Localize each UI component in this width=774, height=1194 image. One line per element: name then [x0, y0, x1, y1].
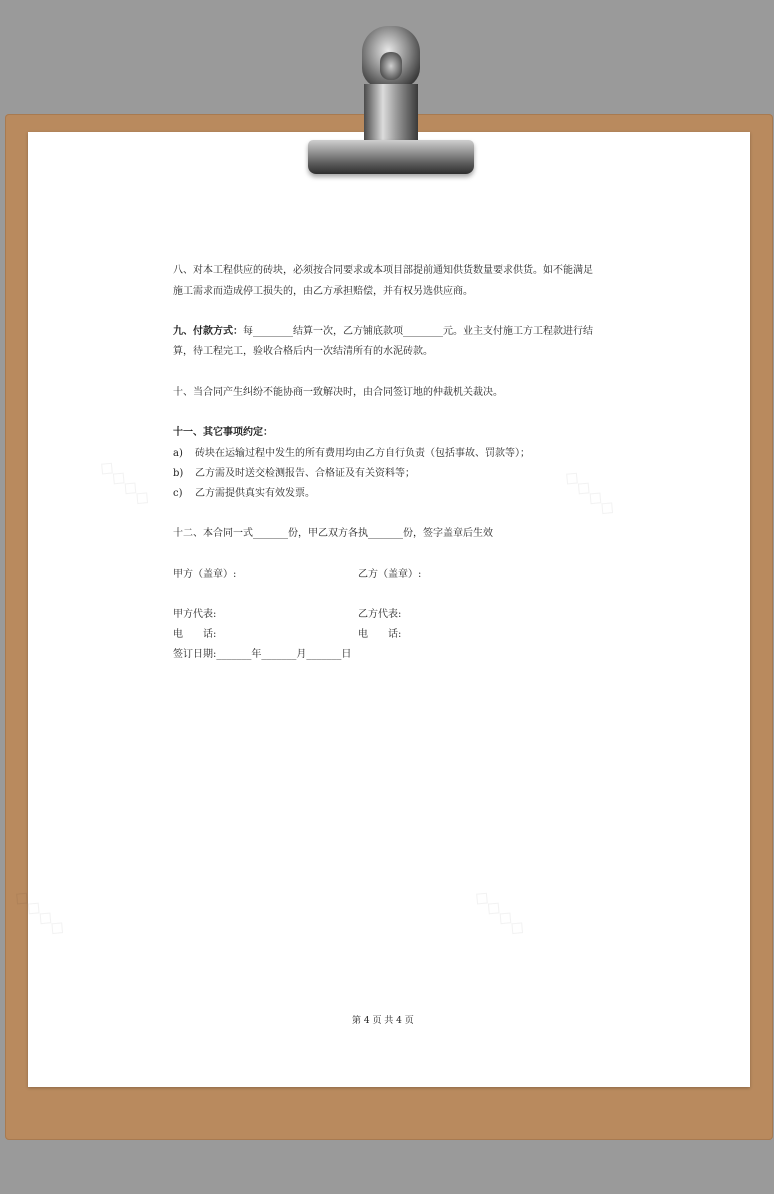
list-item-marker-a: a) — [173, 448, 183, 459]
section-9-heading: 九、付款方式： — [173, 326, 243, 337]
party-b-representative: 乙方代表: — [358, 609, 402, 620]
list-item-c: 乙方需提供真实有效发票。 — [195, 488, 315, 499]
section-10: 十、当合同产生纠纷不能协商一致解决时，由合同签订地的仲裁机关裁决。 — [173, 387, 503, 398]
section-9-line1 — [173, 325, 593, 339]
list-item-marker-b: b) — [173, 468, 184, 479]
signing-date: 签订日期:_______年_______月_______日 — [173, 649, 352, 660]
party-a-phone: 电 话: — [173, 629, 217, 640]
section-8-line2: 施工需求而造成停工损失的，由乙方承担赔偿，并有权另选供应商。 — [173, 286, 473, 297]
section-9-line1-rest: 每________结算一次，乙方铺底款项________元。业主支付施工方工程款进行结 — [243, 326, 593, 337]
watermark-mark: ◇◇◇◇ — [9, 883, 73, 941]
list-item-b: 乙方需及时送交检测报告、合格证及有关资料等； — [195, 468, 415, 479]
watermark-mark: ◇◇◇◇ — [469, 883, 533, 941]
section-11-heading: 十一、其它事项约定： — [173, 427, 273, 438]
party-a-seal: 甲方（盖章）: — [173, 569, 237, 580]
section-9-line2: 算，待工程完工，验收合格后内一次结清所有的水泥砖款。 — [173, 346, 433, 357]
binder-clip-plate — [308, 140, 474, 174]
section-12: 十二、本合同一式_______份，甲乙双方各执_______份，签字盖章后生效 — [173, 528, 493, 539]
page-footer: 第 4 页 共 4 页 — [352, 1016, 414, 1026]
binder-clip-neck — [364, 84, 418, 142]
party-b-seal: 乙方（盖章）: — [358, 569, 422, 580]
watermark-mark: ◇◇◇◇ — [559, 463, 623, 521]
list-item-marker-c: c) — [173, 488, 183, 499]
list-item-a: 砖块在运输过程中发生的所有费用均由乙方自行负责（包括事故、罚款等）； — [195, 448, 530, 459]
section-8-line1: 八、对本工程供应的砖块，必须按合同要求或本项目部提前通知供货数量要求供货。如不能满足 — [173, 265, 593, 276]
watermark-mark: ◇◇◇◇ — [94, 453, 158, 511]
party-a-representative: 甲方代表: — [173, 609, 217, 620]
party-b-phone: 电 话: — [358, 629, 402, 640]
binder-clip-hole — [380, 52, 402, 80]
